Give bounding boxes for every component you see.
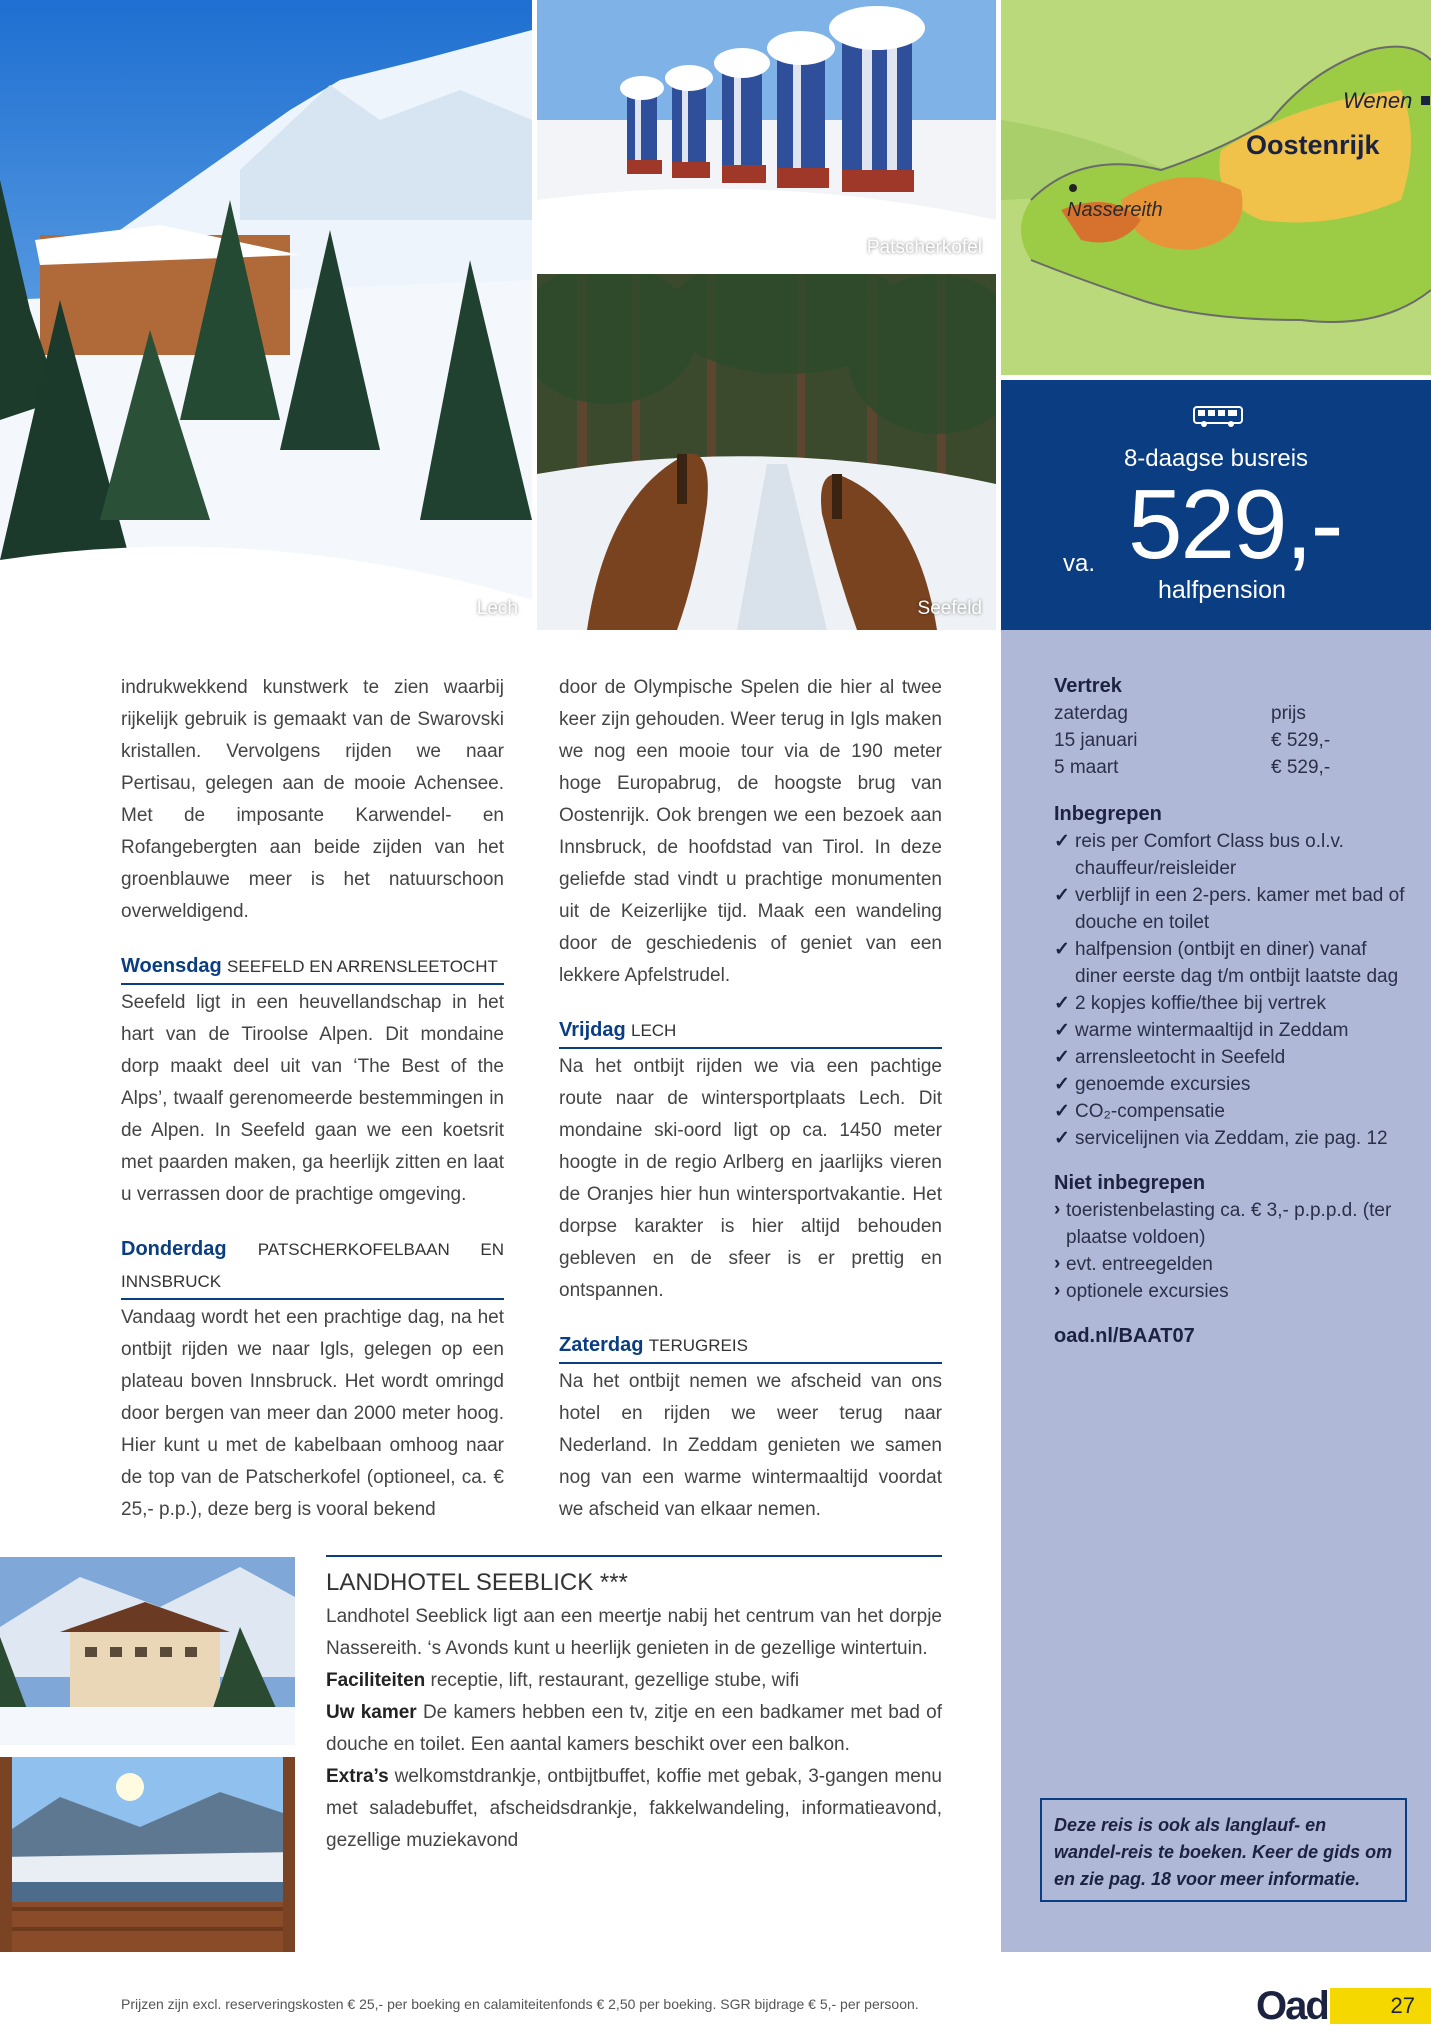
price-value: 529,-	[1128, 469, 1342, 579]
map-label-country: Oostenrijk	[1246, 130, 1380, 160]
list-item: ✓ reis per Comfort Class bus o.l.v. chauffeur/reisleider	[1054, 828, 1414, 882]
list-item: ✓ arrensleetocht in Seefeld	[1054, 1044, 1414, 1071]
day-name: Woensdag	[121, 955, 222, 977]
photo-seefeld	[537, 274, 996, 630]
photo-lech	[0, 0, 532, 630]
list-item: › optionele excursies	[1054, 1278, 1414, 1305]
price-box	[1001, 380, 1431, 630]
day-title: PATSCHERKOFELBAAN EN INNSBRUCK	[121, 1240, 505, 1291]
day-name: Donderdag	[121, 1238, 227, 1260]
list-item: › evt. entreegelden	[1054, 1251, 1414, 1278]
itinerary-column-1	[121, 672, 504, 1548]
day-heading	[559, 1329, 942, 1364]
facilities-label: Faciliteiten	[326, 1670, 426, 1691]
hotel-title: LANDHOTEL SEEBLICK ***	[326, 1569, 628, 1596]
included-heading: Inbegrepen	[1054, 803, 1162, 825]
photo-caption: Patscherkofel	[866, 237, 982, 258]
day-heading	[121, 1233, 504, 1300]
hotel-room	[326, 1697, 942, 1761]
brand-logo	[1256, 1982, 1431, 2032]
map-label-nassereith: Nassereith	[1067, 199, 1163, 221]
included-list	[1054, 828, 1414, 1152]
hotel-section	[326, 1555, 942, 1857]
photo-caption: Seefeld	[917, 598, 982, 619]
trip-type: 8-daagse busreis	[1123, 445, 1309, 472]
departure-date: 15 januari	[1054, 730, 1138, 751]
page-number: 27	[1330, 1988, 1431, 2024]
trip-code-link[interactable]: oad.nl/BAAT07	[1054, 1325, 1195, 1347]
bus-icon	[1193, 406, 1243, 428]
paragraph: Seefeld ligt in een heuvellandschap in het hart van de Tiroolse Alpen. Dit mondaine dorp maakt deel uit van ‘The Best of the Alps’, twaalf gerenomeerde bestemmingen in de Alpen. In Seefeld gaan we een koetsrit met paarden maken, ga heerlijk zitten en laat u verrassen door de prachtige omgeving.	[121, 992, 504, 1205]
list-item: ✓ halfpension (ontbijt en diner) vanaf diner eerste dag t/m ontbijt laatste dag	[1054, 936, 1414, 990]
photo-hotel-view	[0, 1757, 295, 1952]
extras-text: welkomstdrankje, ontbijtbuffet, koffie met gebak, 3-gangen menu met saladebuffet, afscheidsdrankje, fakkelwandeling, informatieavond, gezellige muziekavond	[326, 1766, 942, 1851]
day-heading	[559, 1014, 942, 1049]
hotel-facilities	[326, 1665, 942, 1697]
departure-col-day: zaterdag	[1054, 703, 1128, 724]
list-item: › toeristenbelasting ca. € 3,- p.p.p.d. (ter plaatse voldoen)	[1054, 1197, 1414, 1251]
brand-name: Oad	[1256, 1984, 1328, 2028]
extras-label: Extra’s	[326, 1766, 389, 1787]
list-item: ✓ CO₂-compensatie	[1054, 1098, 1414, 1125]
day-heading	[121, 950, 504, 985]
price-prefix: va.	[1063, 550, 1096, 577]
departure-price: € 529,-	[1271, 757, 1331, 778]
paragraph: indrukwekkend kunstwerk te zien waarbij rijkelijk gebruik is gemaakt van de Swarovski kristallen. Vervolgens rijden we naar Pertisau, gelegen aan de mooie Achensee. Met de imposante Karwendel- en Rofangebergten aan beide zijden van het groenblauwe meer is het natuurschoon overweldigend.	[121, 677, 504, 922]
list-item: ✓ servicelijnen via Zeddam, zie pag. 12	[1054, 1125, 1414, 1152]
hotel-extras	[326, 1761, 942, 1857]
list-item: ✓ 2 kopjes koffie/thee bij vertrek	[1054, 990, 1414, 1017]
departure-price: € 529,-	[1271, 730, 1331, 751]
facilities-text: receptie, lift, restaurant, gezellige stube, wifi	[430, 1670, 800, 1691]
day-title: TERUGREIS	[648, 1336, 748, 1355]
day-title: SEEFELD EN ARRENSLEETOCHT	[227, 957, 498, 976]
info-sidebar	[1001, 630, 1431, 1952]
photo-caption: Lech	[476, 598, 518, 619]
footer-disclaimer: Prijzen zijn excl. reserveringskosten € 25,- per boeking en calamiteitenfonds € 2,50 per boeking. SGR bijdrage € 5,- per persoon.	[121, 1996, 919, 2012]
photo-hotel-exterior	[0, 1557, 295, 1745]
day-name: Vrijdag	[559, 1019, 626, 1041]
departure-table	[1054, 700, 1414, 781]
excluded-heading: Niet inbegrepen	[1054, 1172, 1206, 1194]
list-item: ✓ warme wintermaaltijd in Zeddam	[1054, 1017, 1414, 1044]
paragraph: Vandaag wordt het een prachtige dag, na het ontbijt rijden we naar Igls, gelegen op een plateau boven Innsbruck. Het wordt omringd door bergen van meer dan 2000 meter hoog. Hier kunt u met de kabelbaan omhoog naar de top van de Patscherkofel (optioneel, ca. € 25,- p.p.), deze berg is vooral bekend	[121, 1307, 504, 1520]
hotel-intro: Landhotel Seeblick ligt aan een meertje nabij het centrum van het dorpje Nassereith. ‘s Avonds kunt u heerlijk genieten in de gezellige wintertuin.	[326, 1606, 942, 1659]
list-item: ✓ genoemde excursies	[1054, 1071, 1414, 1098]
board-type: halfpension	[1158, 576, 1286, 604]
itinerary-column-2	[559, 672, 942, 1548]
paragraph: Na het ontbijt nemen we afscheid van ons hotel en rijden we weer terug naar Nederland. In Zeddam genieten we samen nog van een warme wintermaaltijd voordat we afscheid van elkaar nemen.	[559, 1371, 942, 1520]
map-austria	[1001, 0, 1431, 375]
day-title: LECH	[630, 1021, 677, 1040]
excluded-list	[1054, 1197, 1414, 1305]
list-item: ✓ verblijf in een 2-pers. kamer met bad of douche en toilet	[1054, 882, 1414, 936]
photo-patscherkofel	[537, 0, 996, 269]
departure-heading: Vertrek	[1054, 675, 1122, 697]
departure-date: 5 maart	[1054, 757, 1119, 778]
paragraph: door de Olympische Spelen die hier al twee keer zijn gehouden. Weer terug in Igls maken we nog een mooie tour via de 190 meter hoge Europabrug, de hoogste brug van Oostenrijk. Ook brengen we een bezoek aan Innsbruck, de hoofdstad van Tirol. In deze geliefde stad vindt u prachtige monumenten uit de Keizerlijke tijd. Maak een wandeling door de geschiedenis of geniet van een lekkere Apfelstrudel.	[559, 677, 942, 986]
info-note: Deze reis is ook als langlauf- en wandel-reis te boeken. Keer de gids om en zie pag. 18 voor meer informatie.	[1040, 1798, 1407, 1902]
room-label: Uw kamer	[326, 1702, 417, 1723]
map-label-vienna: Wenen	[1343, 88, 1413, 113]
departure-col-price: prijs	[1271, 703, 1306, 724]
room-text: De kamers hebben een tv, zitje en een badkamer met bad of douche en toilet. Een aantal kamers beschikt over een balkon.	[326, 1702, 942, 1755]
day-name: Zaterdag	[559, 1334, 644, 1356]
paragraph: Na het ontbijt rijden we via een pachtige route naar de wintersportplaats Lech. Dit mondaine ski-oord ligt op ca. 1450 meter hoogte in de regio Arlberg en jaarlijks vieren de Oranjes hier hun wintersportvakantie. Het dorpse karakter is hier altijd behouden gebleven en de sfeer is er prettig en ontspannen.	[559, 1056, 942, 1301]
